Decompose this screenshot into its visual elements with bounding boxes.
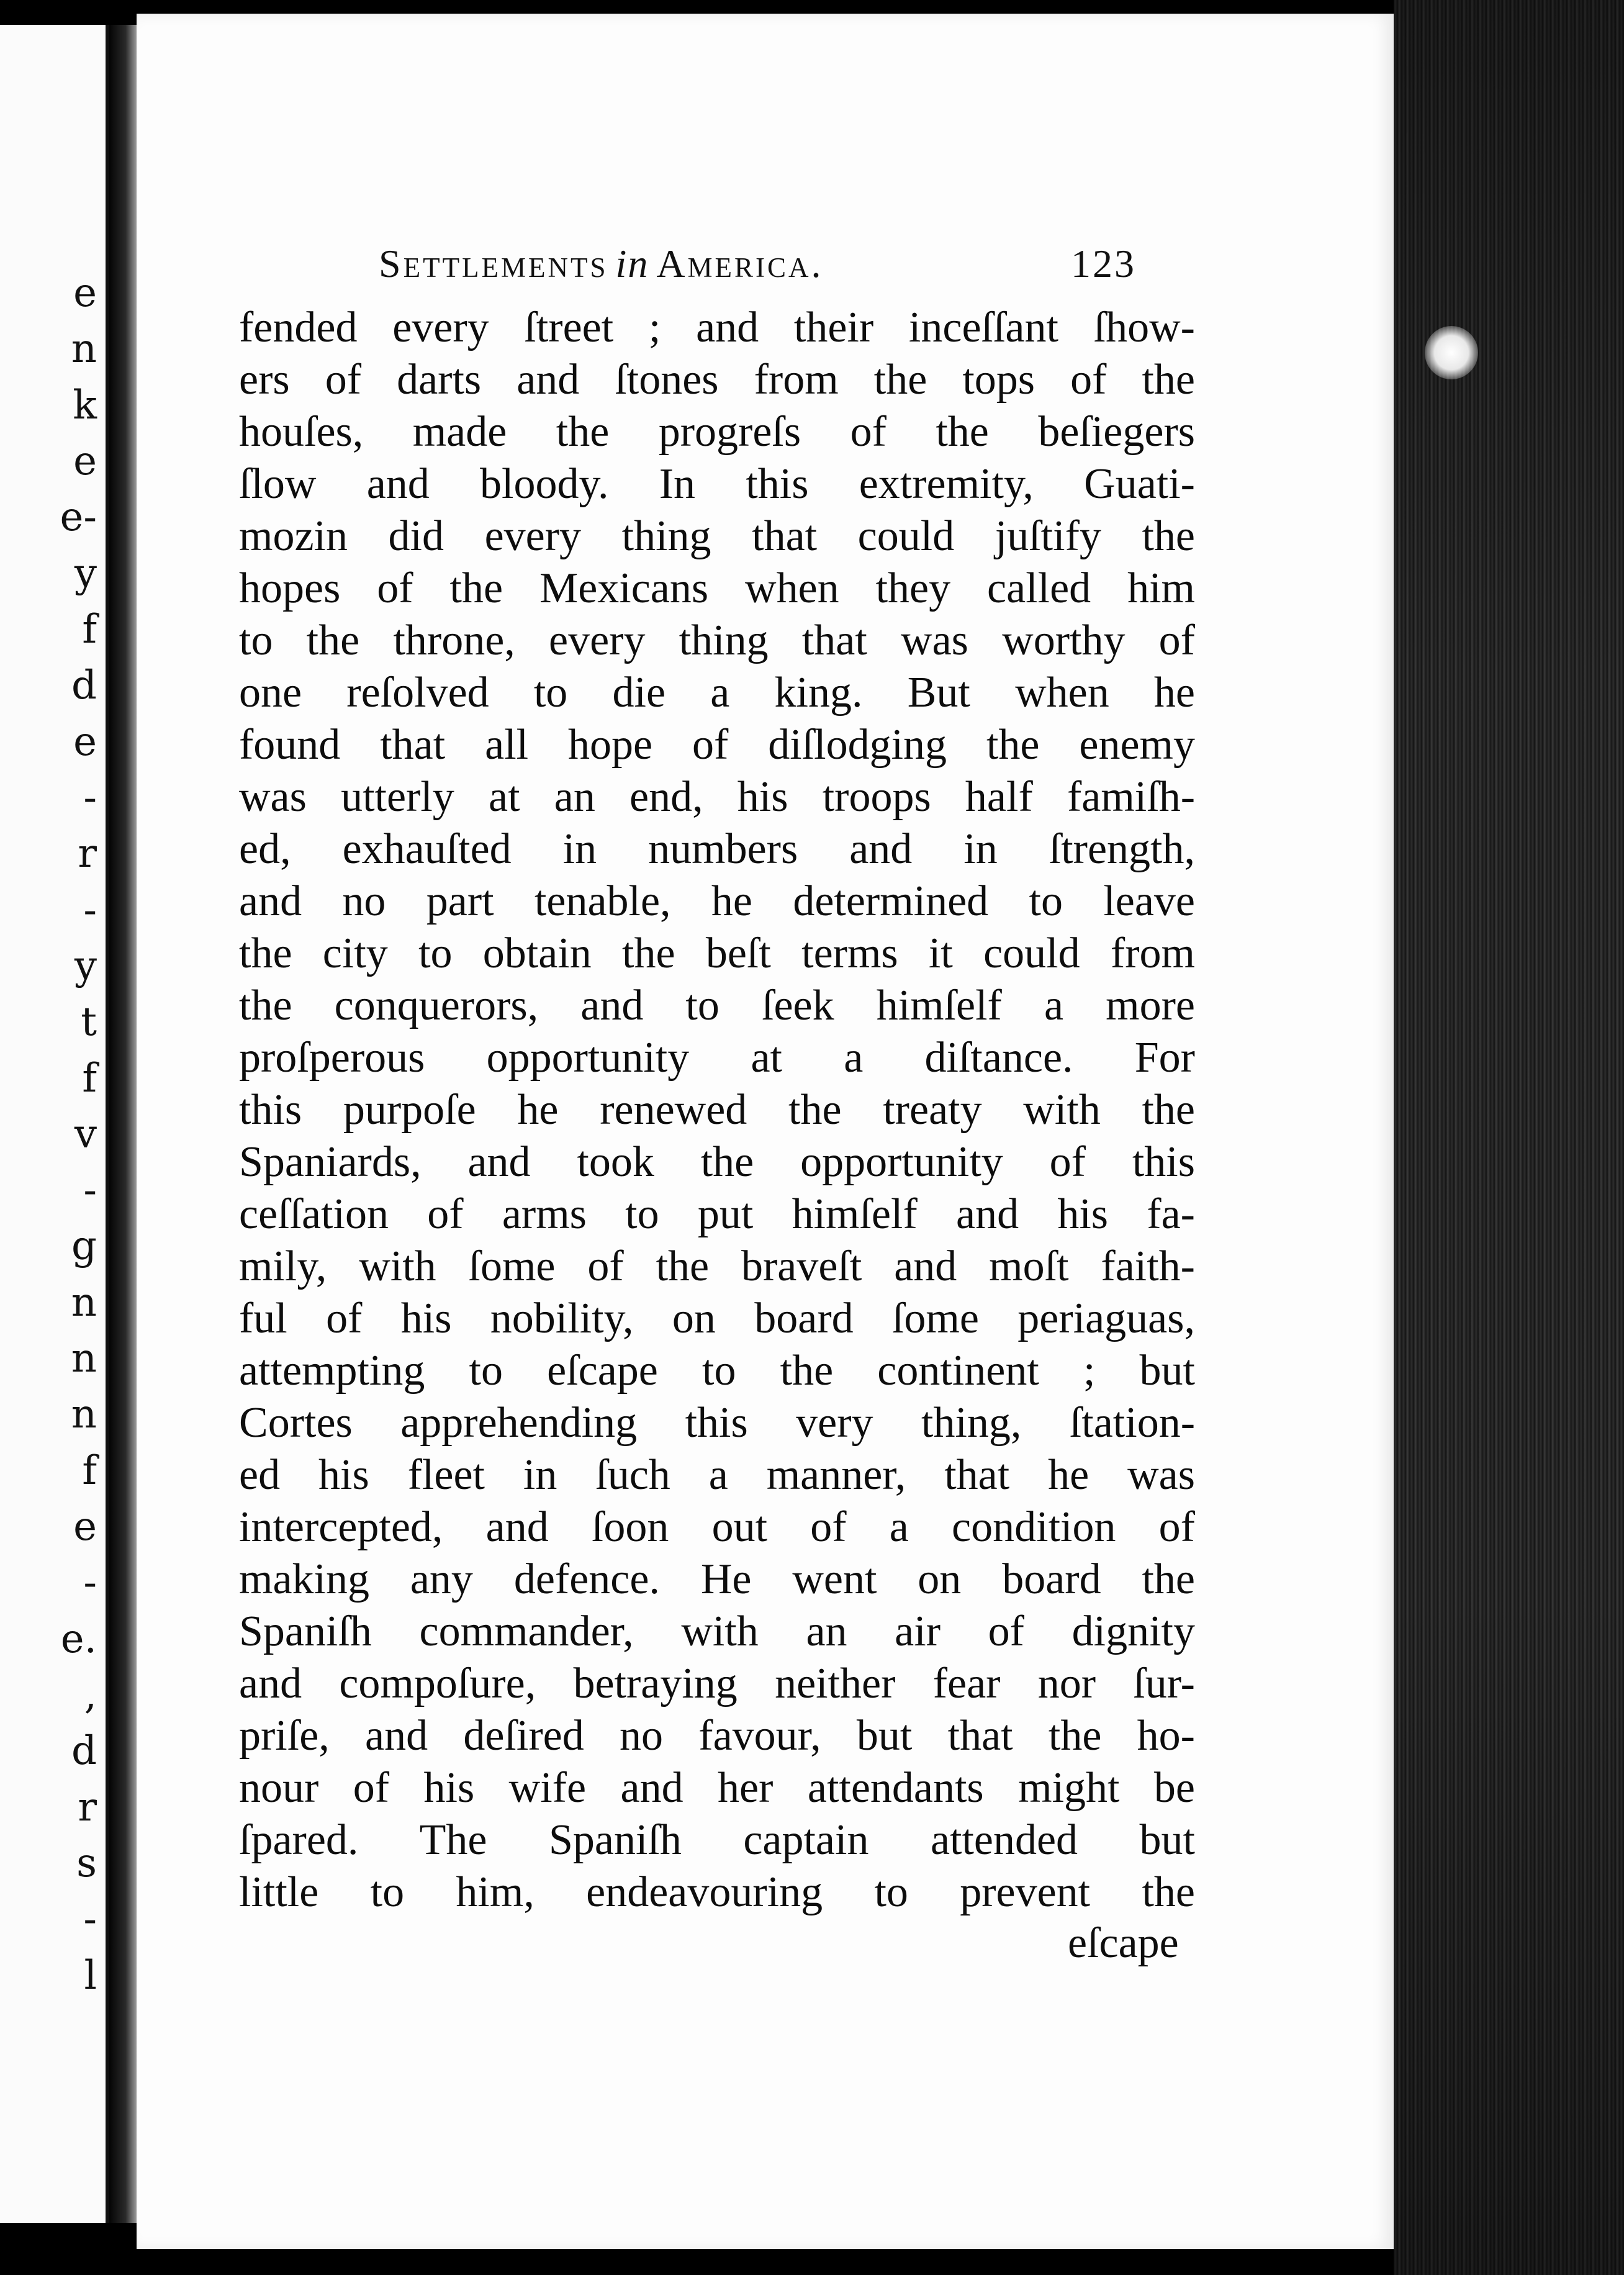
facing-page-letter: n <box>71 1391 97 1437</box>
paper-spot <box>1425 326 1478 379</box>
text-line: nour of his wife and her attendants might be <box>239 1764 1195 1812</box>
text-line: ful of his nobility, on board ſome periaguas, <box>239 1295 1195 1342</box>
text-line: Cortes apprehending this very thing, ſtation- <box>239 1399 1195 1447</box>
facing-page-letter: n <box>71 326 97 372</box>
facing-page-letter: y <box>74 943 97 989</box>
facing-page-letter: e <box>73 438 97 484</box>
header-title-part2: in <box>615 242 649 286</box>
text-line: hopes of the Mexicans when they called him <box>239 564 1195 612</box>
text-line: one reſolved to die a king. But when he <box>239 669 1195 717</box>
facing-page-letter: e <box>73 270 97 316</box>
facing-page-letter: d <box>71 663 97 708</box>
text-line: ers of darts and ſtones from the tops of the <box>239 356 1195 404</box>
facing-page-text-edge <box>0 270 106 2012</box>
facing-page-letter: e <box>73 1504 97 1550</box>
header-title-part1: Settlements <box>379 242 608 286</box>
text-line: found that all hope of diſlodging the enemy <box>239 721 1195 769</box>
facing-page-letter: d <box>71 1728 97 1774</box>
facing-page-letter: e- <box>60 494 97 540</box>
text-line: ceſſation of arms to put himſelf and his fa- <box>239 1190 1195 1238</box>
text-line: making any defence. He went on board the <box>239 1555 1195 1603</box>
header-title-part3: America. <box>656 242 824 286</box>
facing-page-letter: t <box>81 999 97 1045</box>
body-text <box>239 302 1195 1919</box>
facing-page-letter: e <box>73 719 97 765</box>
text-line: the conquerors, and to ſeek himſelf a more <box>239 982 1195 1029</box>
facing-page-letter: , <box>84 1672 97 1718</box>
facing-page-letter: f <box>82 1056 97 1101</box>
facing-page-letter: r <box>78 831 97 877</box>
text-line: the city to obtain the beſt terms it could from <box>239 929 1195 977</box>
text-line: mily, with ſome of the braveſt and moſt faith- <box>239 1242 1195 1290</box>
facing-page-letter: k <box>73 382 97 428</box>
text-line: ſlow and bloody. In this extremity, Guati- <box>239 460 1195 508</box>
facing-page-letter: g <box>71 1223 97 1269</box>
facing-page-letter: - <box>83 1896 97 1942</box>
text-line: attempting to eſcape to the continent ; but <box>239 1347 1195 1395</box>
text-line: priſe, and deſired no favour, but that the ho- <box>239 1712 1195 1760</box>
facing-page-letter: - <box>83 775 97 821</box>
facing-page-letter: - <box>83 1167 97 1213</box>
facing-page-letter: y <box>74 551 97 597</box>
text-line: to the throne, every thing that was worthy of <box>239 617 1195 664</box>
facing-page-letter: v <box>74 1111 97 1157</box>
facing-page-letter: l <box>84 1953 97 1999</box>
text-line: ed his fleet in ſuch a manner, that he was <box>239 1451 1195 1499</box>
text-line: fended every ſtreet ; and their inceſſant ſhow- <box>239 304 1195 351</box>
facing-page-letter: r <box>78 1784 97 1830</box>
facing-page-letter: s <box>76 1840 97 1886</box>
text-line: little to him, endeavouring to prevent the <box>239 1868 1195 1916</box>
text-line: ſpared. The Spaniſh captain attended but <box>239 1816 1195 1864</box>
text-line: proſperous opportunity at a diſtance. For <box>239 1034 1195 1082</box>
gutter-shadow <box>109 25 137 2223</box>
text-line: intercepted, and ſoon out of a condition of <box>239 1503 1195 1551</box>
facing-page-letter: e. <box>60 1616 97 1662</box>
text-line: houſes, made the progreſs of the beſiegers <box>239 408 1195 456</box>
facing-page-letter: f <box>82 607 97 653</box>
text-line: ed, exhauſted in numbers and in ſtrength, <box>239 825 1195 873</box>
facing-page-letter: n <box>71 1336 97 1382</box>
running-header <box>379 241 1155 287</box>
facing-page-letter: - <box>83 887 97 933</box>
text-line: this purpoſe he renewed the treaty with the <box>239 1086 1195 1134</box>
text-line: was utterly at an end, his troops half famiſh- <box>239 773 1195 821</box>
facing-page-letter: - <box>83 1560 97 1606</box>
text-line: mozin did every thing that could juſtify the <box>239 512 1195 560</box>
text-line: and compoſure, betraying neither fear nor ſur- <box>239 1660 1195 1707</box>
facing-page-letter: n <box>71 1280 97 1326</box>
text-line: Spaniards, and took the opportunity of this <box>239 1138 1195 1186</box>
page-number: 123 <box>1071 242 1136 286</box>
facing-page-letter: f <box>82 1448 97 1494</box>
text-line: and no part tenable, he determined to leave <box>239 877 1195 925</box>
catchword: eſcape <box>1068 1919 1179 1967</box>
text-line: Spaniſh commander, with an air of dignity <box>239 1608 1195 1655</box>
